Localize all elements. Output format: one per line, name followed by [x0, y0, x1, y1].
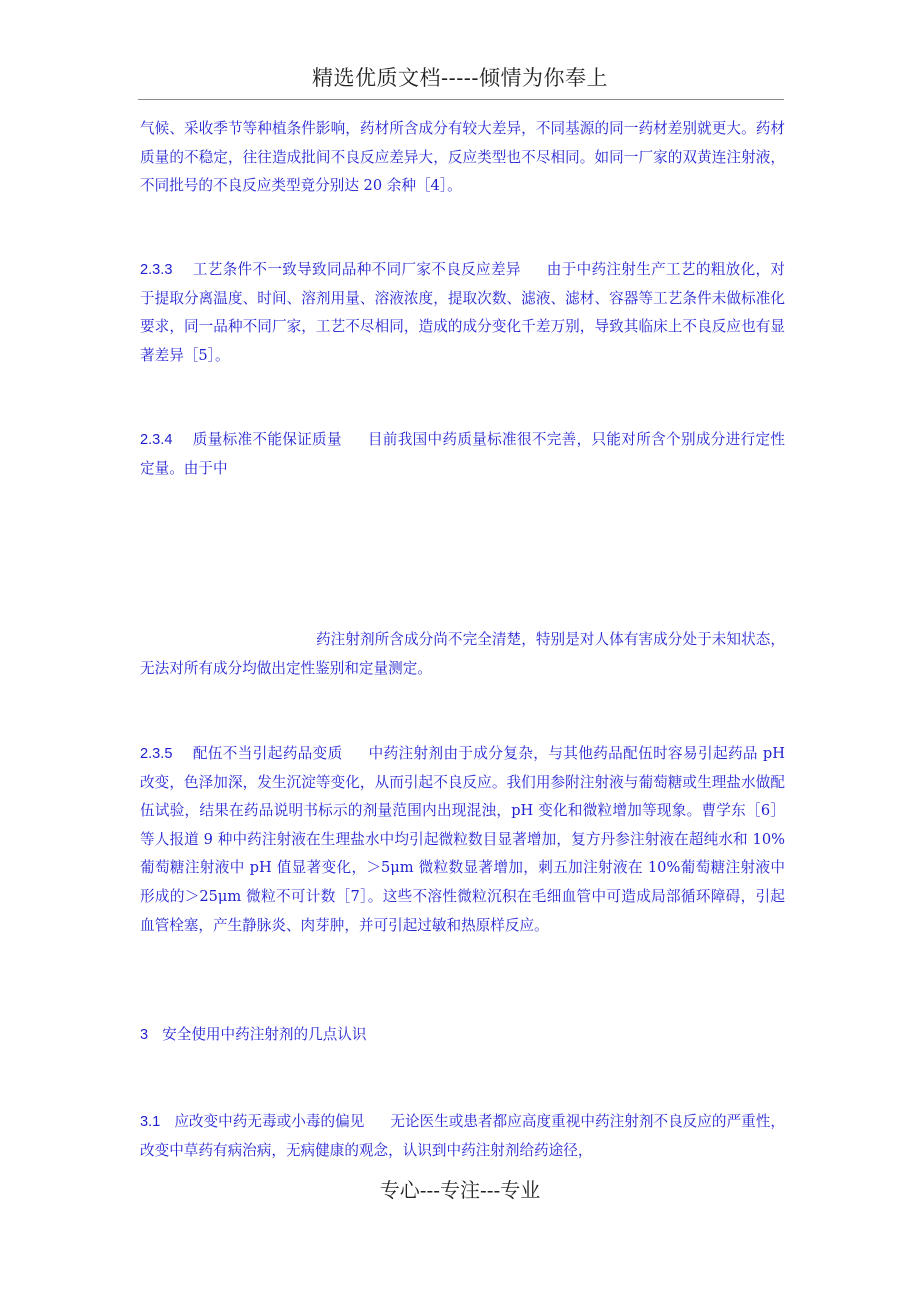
- page-footer: 专心---专注---专业: [379, 1178, 541, 1202]
- section-2-3-5: [140, 740, 785, 940]
- section-number: 2.3.4: [140, 432, 173, 448]
- section-2-3-4: [140, 426, 785, 483]
- section-number: 3.1: [140, 1114, 161, 1130]
- section-number: 3: [140, 1027, 149, 1043]
- section-title: 应改变中药无毒或小毒的偏见: [174, 1113, 365, 1130]
- section-3-1: [140, 1108, 785, 1165]
- section-title: 安全使用中药注射剂的几点认识: [162, 1026, 367, 1043]
- section-title: 配伍不当引起药品变质: [192, 745, 343, 762]
- paragraph-quality-variation: [140, 115, 785, 201]
- section-title: 工艺条件不一致导致同品种不同厂家不良反应差异: [192, 261, 521, 278]
- section-body: 由于中药注射生产工艺的粗放化，对于提取分离温度、时间、溶剂用量、溶液浓度，提取次数、滤液、滤材、容器等工艺条件未做标准化要求，同一品种不同厂家，工艺不尽相同，造成的成分变化千差万别，导致其临床上不良反应也有显著差异［5］。: [140, 261, 785, 364]
- paragraph-text: 药注射剂所含成分尚不完全清楚，特别是对人体有害成分处于未知状态，无法对所有成分均做出定性鉴别和定量测定。: [140, 631, 785, 677]
- header-divider: [138, 99, 784, 100]
- section-number: 2.3.5: [140, 746, 173, 762]
- section-body: 目前我国中药质量标准很不完善，只能对所含个别成分进行定性定量。由于中: [140, 431, 785, 477]
- section-body: 中药注射剂由于成分复杂，与其他药品配伍时容易引起药品 pH 改变，色泽加深，发生沉淀等变化，从而引起不良反应。我们用参附注射液与葡萄糖或生理盐水做配伍试验，结果在药品说明书标示的剂量范围内出现混浊，pH 变化和微粒增加等现象。曹学东［6］等人报道 9 种中药注射液在生理盐水中均引起微粒数目显著增加，复方丹参注射液在超纯水和 10%葡萄糖注射液中 pH 值显著变化，＞5μm 微粒数显著增加，刺五加注射液在 10%葡萄糖注射液中形成的＞25μm 微粒不可计数［7］。这些不溶性微粒沉积在毛细血管中可造成局部循环障碍，引起血管栓塞，产生静脉炎、肉芽肿，并可引起过敏和热原样反应。: [140, 745, 785, 934]
- section-3-heading: [140, 1021, 785, 1050]
- page-header: 精选优质文档-----倾情为你奉上: [312, 66, 608, 90]
- section-2-3-3: [140, 256, 785, 370]
- section-title: 质量标准不能保证质量: [192, 431, 342, 448]
- paragraph-text: 气候、采收季节等种植条件影响，药材所含成分有较大差异，不同基源的同一药材差别就更大。药材质量的不稳定，往往造成批间不良反应差异大，反应类型也不尽相同。如同一厂家的双黄连注射液，不同批号的不良反应类型竟分别达 20 余种［4］。: [140, 120, 785, 195]
- section-body: 无论医生或患者都应高度重视中药注射剂不良反应的严重性，改变中草药有病治病，无病健康的观念，认识到中药注射剂给药途径，: [140, 1113, 785, 1159]
- paragraph-continuation: [140, 626, 785, 683]
- section-number: 2.3.3: [140, 262, 173, 278]
